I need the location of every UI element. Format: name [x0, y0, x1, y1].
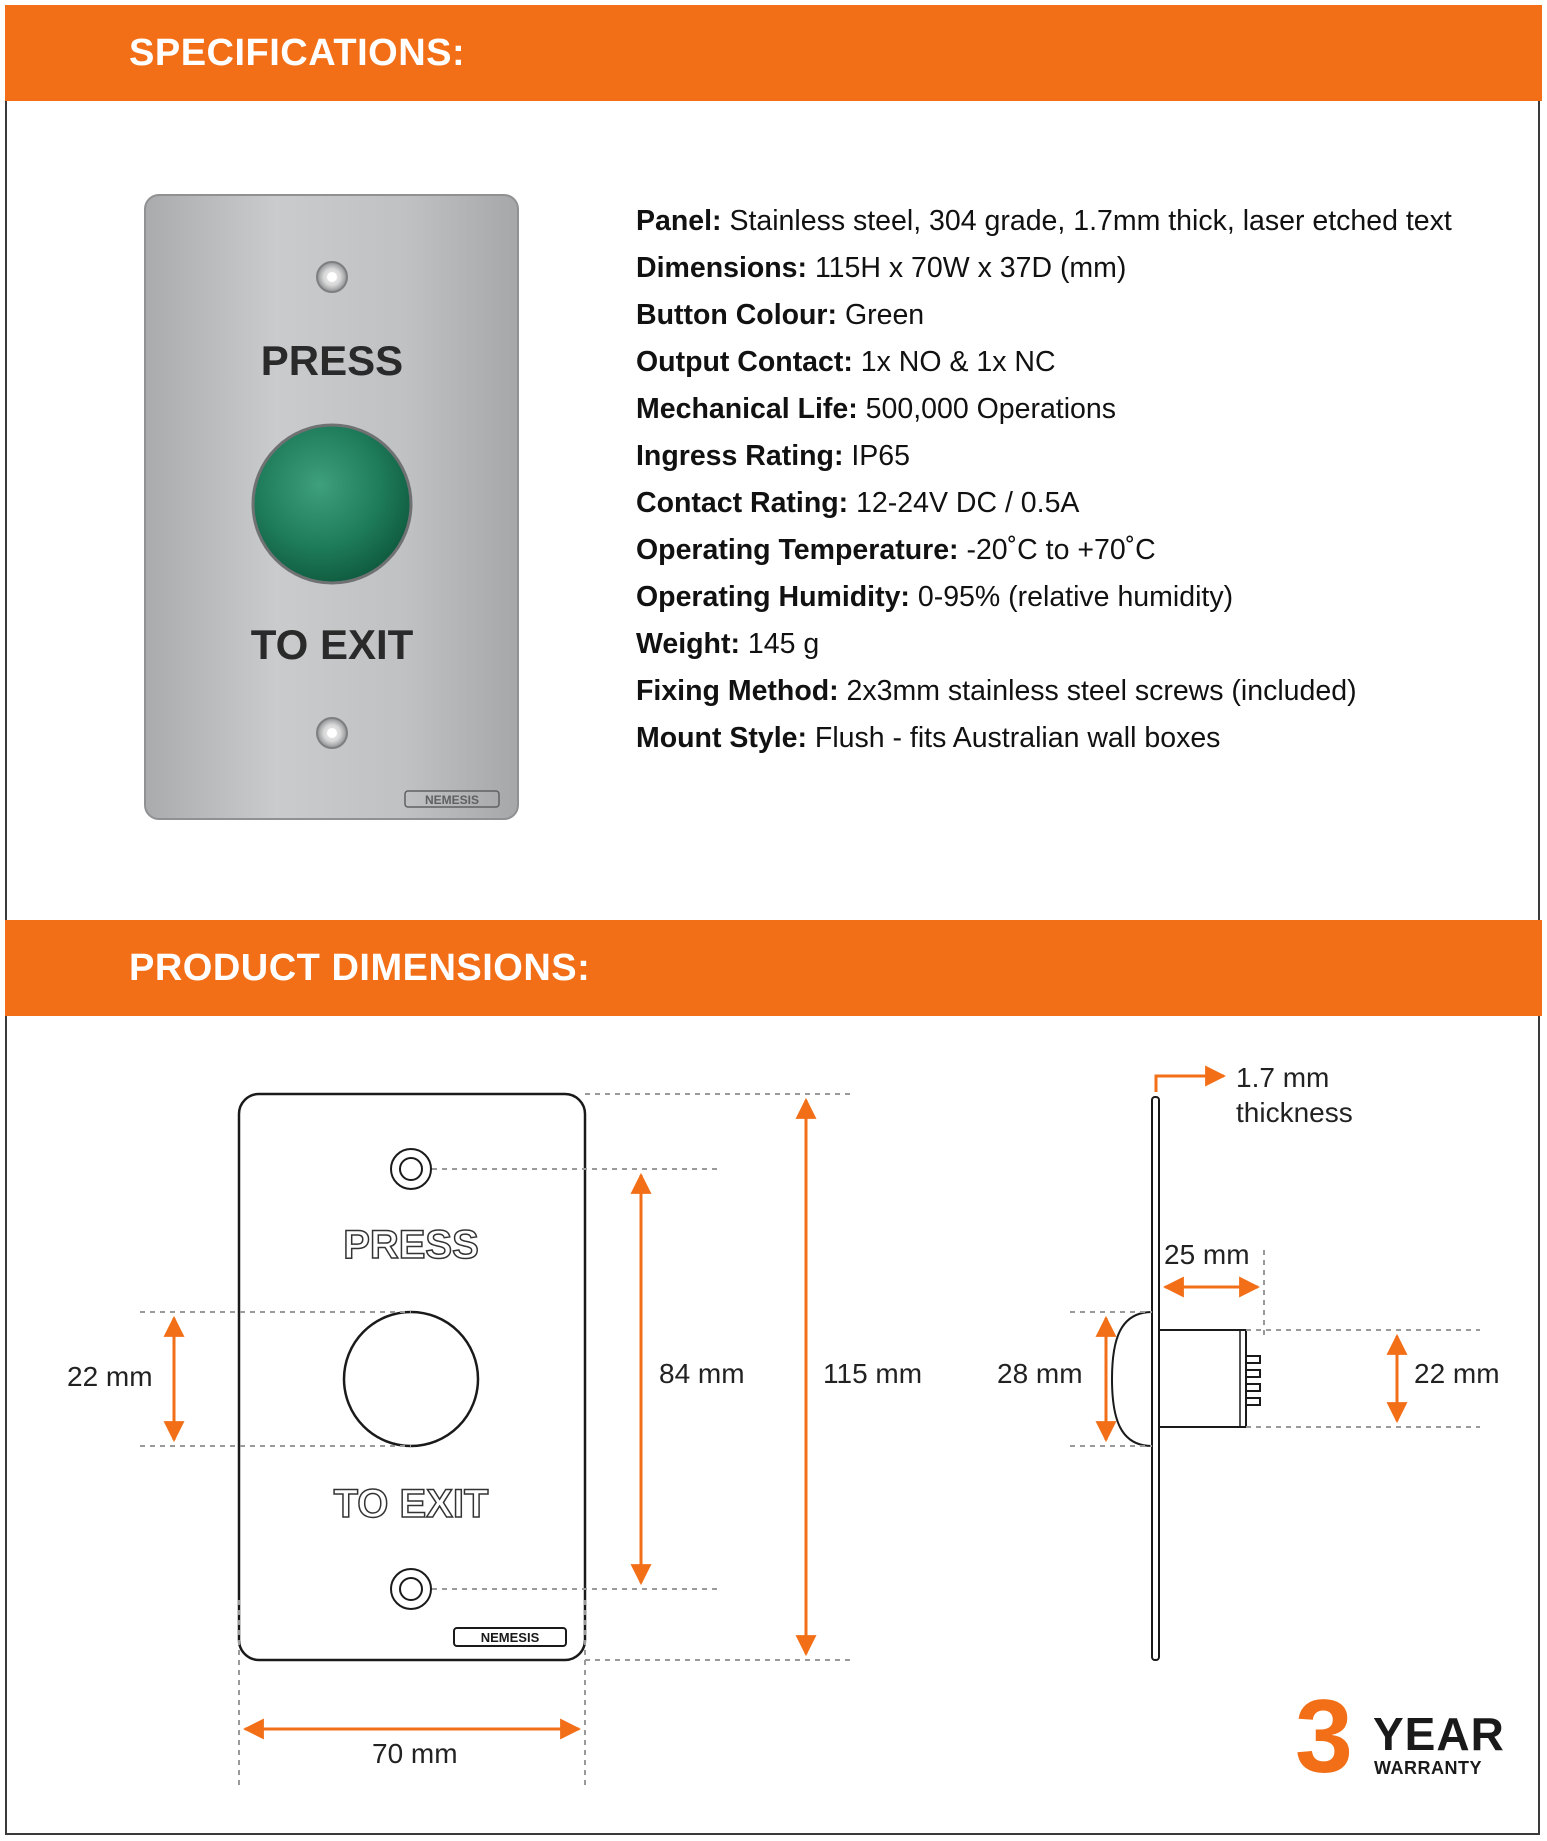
spec-value: Stainless steel, 304 grade, 1.7mm thick, laser etched text	[721, 205, 1452, 237]
side-plate-outline	[1152, 1097, 1159, 1660]
spec-label: Ingress Rating:	[636, 440, 844, 472]
side-body-dim-label: 22 mm	[1414, 1358, 1500, 1389]
height-label: 115 mm	[823, 1358, 923, 1389]
photo-press-text: PRESS	[260, 337, 404, 384]
warranty-number: 3	[1295, 1679, 1353, 1795]
warranty-year-text: YEAR	[1373, 1708, 1505, 1760]
hole-spacing-label: 84 mm	[659, 1358, 745, 1389]
thickness-value-label: 1.7 mm	[1236, 1062, 1330, 1093]
thickness-text-label: thickness	[1236, 1097, 1353, 1128]
spec-label: Operating Humidity:	[636, 581, 910, 613]
spec-label: Weight:	[636, 628, 740, 660]
side-button-cap	[1112, 1312, 1152, 1446]
spec-label: Output Contact:	[636, 346, 853, 378]
front-press-text: PRESS	[343, 1223, 479, 1267]
spec-value: 500,000 Operations	[857, 393, 1117, 425]
thickness-arrow	[1156, 1076, 1224, 1092]
specifications-heading: SPECIFICATIONS:	[129, 32, 466, 74]
spec-value: Flush - fits Australian wall boxes	[807, 722, 1221, 754]
spec-label: Mechanical Life:	[636, 393, 858, 425]
spec-value: IP65	[843, 440, 910, 472]
spec-value: 0-95% (relative humidity)	[909, 581, 1234, 613]
spec-value: 2x3mm stainless steel screws (included)	[838, 675, 1357, 707]
spec-label: Dimensions:	[636, 252, 808, 284]
warranty-sub-text: WARRANTY	[1374, 1758, 1482, 1778]
spec-label: Fixing Method:	[636, 675, 839, 707]
width-label: 70 mm	[372, 1738, 458, 1769]
spec-label: Mount Style:	[636, 722, 807, 754]
front-button-dim-label: 22 mm	[67, 1361, 153, 1392]
front-button-outline	[344, 1312, 478, 1446]
spec-value: Green	[837, 299, 925, 331]
spec-value: 115H x 70W x 37D (mm)	[807, 252, 1127, 284]
front-view-drawing	[140, 1094, 855, 1790]
spec-label: Operating Temperature:	[636, 534, 959, 566]
side-body-outline	[1159, 1330, 1246, 1427]
spec-value: 145 g	[739, 628, 820, 660]
spec-label: Panel:	[636, 205, 722, 237]
spec-value: 1x NO & 1x NC	[852, 346, 1056, 378]
dimensions-heading: PRODUCT DIMENSIONS:	[129, 947, 591, 989]
svg-text:NEMESIS: NEMESIS	[424, 793, 480, 807]
front-to-exit-text: TO EXIT	[333, 1482, 489, 1526]
svg-text:NEMESIS: NEMESIS	[480, 1630, 540, 1645]
spec-value: -20˚C to +70˚C	[958, 534, 1156, 566]
depth-label: 25 mm	[1164, 1239, 1250, 1270]
spec-label: Contact Rating:	[636, 487, 849, 519]
spec-value: 12-24V DC / 0.5A	[848, 487, 1080, 519]
warranty-badge	[1295, 1679, 1505, 1795]
spec-label: Button Colour:	[636, 299, 838, 331]
photo-to-exit-text: TO EXIT	[250, 621, 414, 668]
side-button-dim-label: 28 mm	[997, 1358, 1083, 1389]
